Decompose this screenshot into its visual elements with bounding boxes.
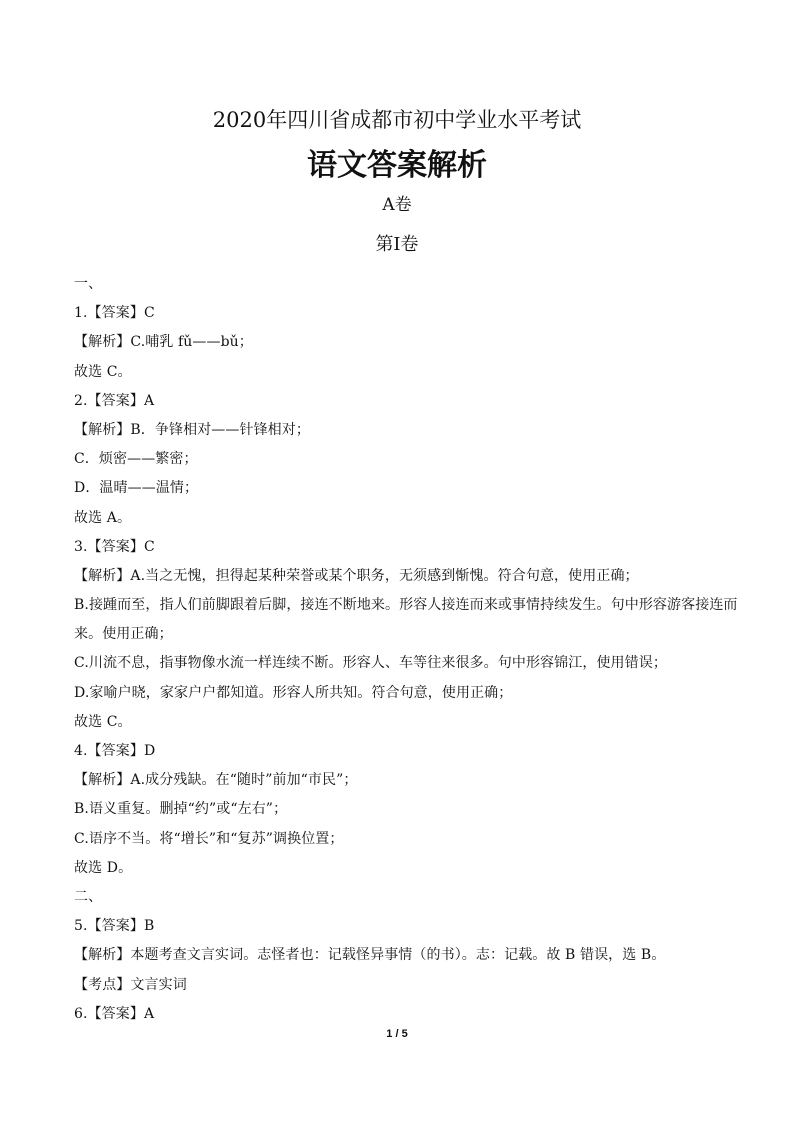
analysis-line: C.川流不息，指事物像水流一样连续不断。形容人、车等往来很多。句中形容锦江，使用错误； <box>74 655 667 672</box>
analysis-line: 【解析】C.哺乳 fǔ——bǔ； <box>74 334 253 351</box>
document-title: 语文答案解析 <box>307 148 487 183</box>
analysis-line: B.接踵而至，指人们前脚跟着后脚，接连不断地来。形容人接连而来或事情持续发生。句中形容游客接连而 <box>74 597 738 614</box>
paper-label: A卷 <box>382 195 412 215</box>
answer-line: 4.【答案】D <box>74 743 156 759</box>
analysis-line: 【解析】A.当之无愧，担得起某种荣誉或某个职务，无须感到惭愧。符合句意，使用正确； <box>74 567 639 584</box>
section-heading: 二、 <box>74 888 103 905</box>
analysis-line: B.语义重复。删掉“约”或“左右”； <box>74 801 288 818</box>
answer-line: 6.【答案】A <box>74 1005 155 1022</box>
analysis-line: 【解析】B．争锋相对——针锋相对； <box>74 421 310 438</box>
key-point-line: 【考点】文言实词 <box>74 976 187 993</box>
choice-line: 故选 C。 <box>74 713 132 730</box>
analysis-line: 来。使用正确； <box>74 626 173 643</box>
analysis-line: C．烦密——繁密； <box>74 451 198 468</box>
answer-line: 1.【答案】C <box>74 305 155 322</box>
answer-line: 5.【答案】B <box>74 918 155 935</box>
analysis-line: 【解析】本题考查文言实词。志怪者也：记载怪异事情（的书）。志：记载。故 B 错误，选 B。 <box>74 947 666 964</box>
choice-line: 故选 C。 <box>74 363 132 380</box>
analysis-line: D.家喻户晓，家家户户都知道。形容人所共知。符合句意，使用正确； <box>74 684 513 701</box>
analysis-line: C.语序不当。将“增长”和“复苏”调换位置； <box>74 830 344 847</box>
volume-label: 第Ⅰ卷 <box>375 234 419 255</box>
choice-line: 故选 D。 <box>74 859 133 876</box>
page-number: 1 / 5 <box>386 1028 408 1040</box>
analysis-line: 【解析】A.成分残缺。在“随时”前加“市民”； <box>74 772 358 789</box>
analysis-line: D．温晴——温情； <box>74 480 199 497</box>
choice-line: 故选 A。 <box>74 509 132 526</box>
exam-title: 2020年四川省成都市初中学业水平考试 <box>212 108 582 132</box>
answer-line: 3.【答案】C <box>74 538 155 555</box>
section-heading: 一、 <box>74 276 103 292</box>
answer-body <box>74 270 738 1029</box>
answer-line: 2.【答案】A <box>74 392 155 409</box>
